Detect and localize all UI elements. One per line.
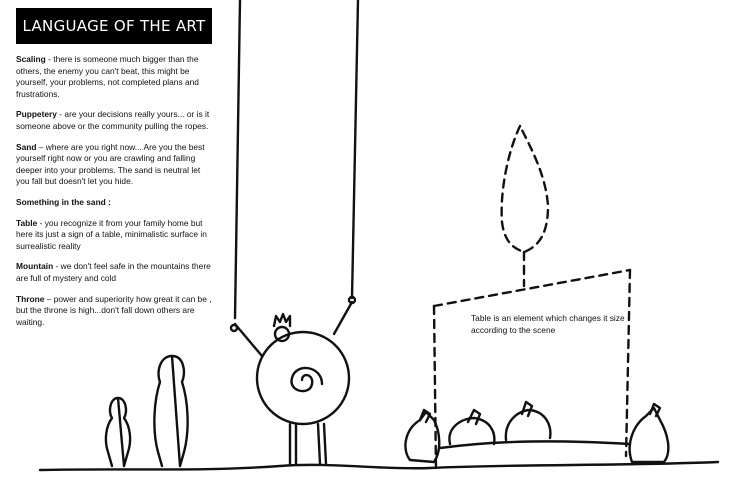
small-figure bbox=[106, 398, 130, 466]
entry-text: - you recognize it from your family home but here its just a sign of a table, minimalistic surface in surrealistic reality bbox=[16, 217, 207, 251]
spiral-icon bbox=[292, 368, 322, 391]
tall-figure bbox=[154, 356, 187, 466]
table-leg-right bbox=[626, 270, 630, 456]
puppet-legs bbox=[290, 424, 326, 464]
tag-icon-2 bbox=[522, 402, 532, 416]
table-base bbox=[440, 441, 630, 448]
entry-text: - there is someone much bigger than the others, the enemy you can't beat, this might be yourself, your problems, not completed plans and frustrations. bbox=[16, 54, 199, 99]
table-top bbox=[434, 270, 630, 306]
entry-term: Throne bbox=[16, 293, 45, 304]
flame-outline bbox=[502, 126, 548, 252]
entry-term: Scaling bbox=[16, 54, 46, 64]
sack-right bbox=[630, 408, 669, 462]
table-caption: Table is an element which changes it size according to the scene bbox=[471, 313, 625, 335]
puppet-arm-right bbox=[334, 302, 352, 334]
entry-text: – power and superiority how great it can be , but the throne is high...don't fall down others are waiting. bbox=[16, 293, 212, 327]
sack-left bbox=[405, 412, 439, 462]
puppet-string-left bbox=[235, 0, 240, 318]
page-title-text: LANGUAGE OF THE ART bbox=[22, 17, 206, 35]
puppet-arm-left bbox=[235, 324, 262, 356]
table-leg-left bbox=[434, 306, 436, 470]
entry-term: Puppetery bbox=[16, 109, 57, 120]
string-knot-right bbox=[349, 297, 355, 303]
ground-line bbox=[40, 462, 718, 470]
entry-text: - we don't feel safe in the mountains there are full of mystery and cold bbox=[16, 261, 211, 283]
entry-term: Mountain bbox=[16, 261, 54, 272]
sack-middle-left bbox=[449, 418, 494, 444]
section-heading: Something in the sand : bbox=[16, 196, 111, 207]
tag-icon-3 bbox=[420, 410, 430, 422]
entry-term: Table bbox=[16, 217, 38, 228]
puppet-string-right bbox=[352, 0, 358, 298]
entry-term: Sand bbox=[16, 141, 37, 152]
entry-text: - are your decisions really yours... or is it someone above or the community pulling the ropes. bbox=[16, 109, 210, 131]
crown-icon bbox=[274, 314, 290, 326]
string-knot-left bbox=[231, 325, 237, 331]
entry-text: – where are you right now... Are you the best yourself right now or you are crawling and falling deeper into your problems. The sand is neutral let you fall but doesn't let you hide. bbox=[16, 141, 205, 187]
